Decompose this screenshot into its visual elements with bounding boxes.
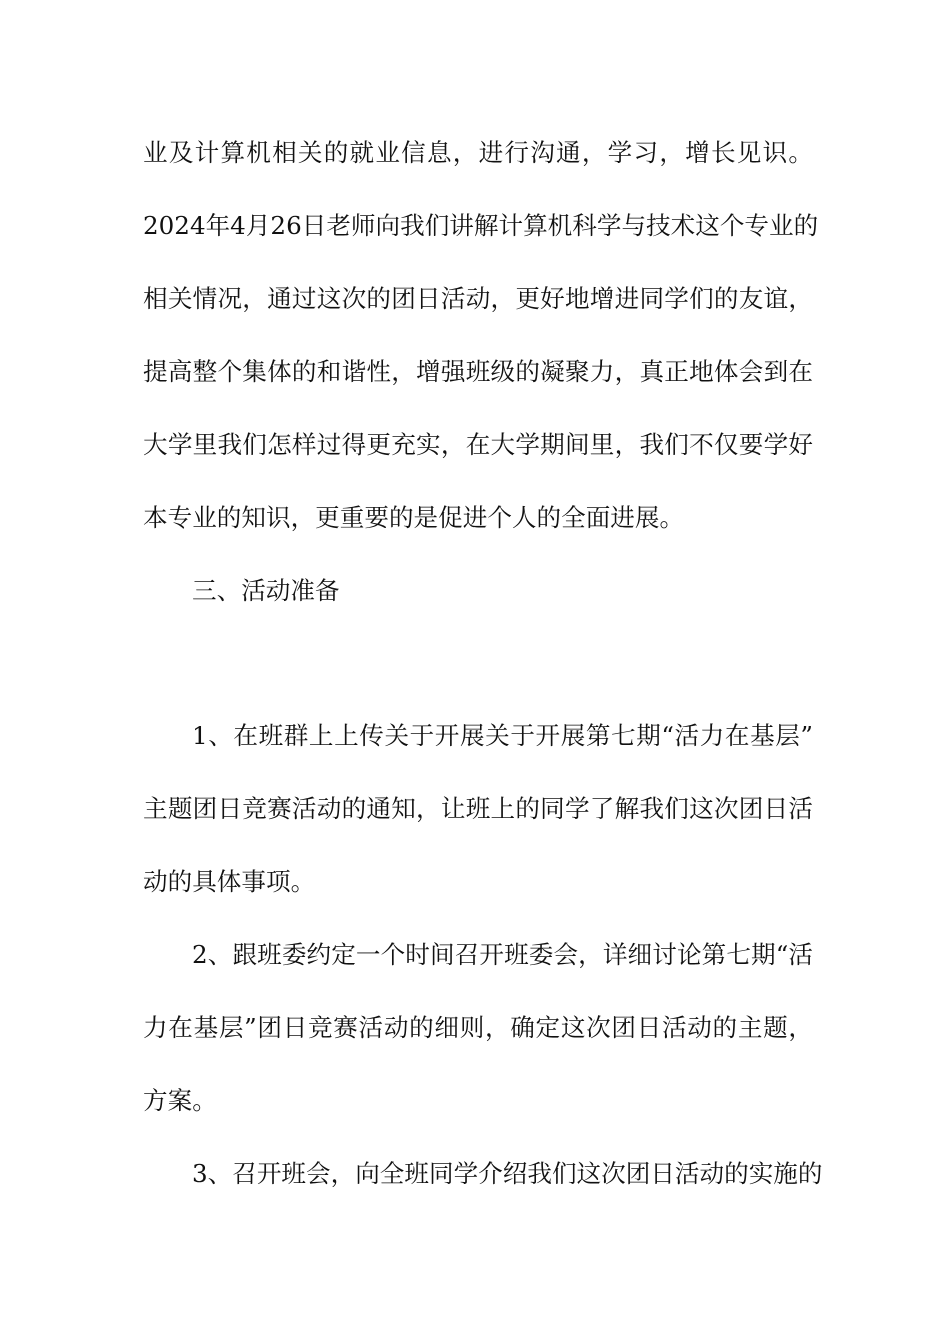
- list-item-line: 动的具体事项。: [143, 867, 316, 896]
- paragraph-line: 相关情况，通过这次的团日活动，更好地增进同学们的友谊，: [143, 284, 813, 313]
- list-item-line: 2、跟班委约定一个时间召开班委会，详细讨论第七期“活: [192, 940, 813, 969]
- paragraph-line: 提高整个集体的和谐性，增强班级的凝聚力，真正地体会到在: [143, 357, 813, 386]
- list-item-line: 主题团日竞赛活动的通知，让班上的同学了解我们这次团日活: [143, 794, 813, 823]
- paragraph-line: 本专业的知识，更重要的是促进个人的全面进展。: [143, 503, 685, 532]
- paragraph-line: 2024年4月26日老师向我们讲解计算机科学与技术这个专业的: [143, 211, 819, 240]
- list-item-line: 1、在班群上上传关于开展关于开展第七期“活力在基层”: [192, 721, 813, 750]
- paragraph-line: 业及计算机相关的就业信息，进行沟通，学习，增长见识。: [143, 138, 813, 167]
- section-heading: 三、活动准备: [192, 576, 340, 605]
- list-item-line: 力在基层”团日竞赛活动的细则，确定这次团日活动的主题，: [143, 1013, 813, 1042]
- list-item-line: 方案。: [143, 1086, 217, 1115]
- list-item-line: 3、召开班会，向全班同学介绍我们这次团日活动的实施的: [192, 1159, 823, 1188]
- paragraph-line: 大学里我们怎样过得更充实，在大学期间里，我们不仅要学好: [143, 430, 813, 459]
